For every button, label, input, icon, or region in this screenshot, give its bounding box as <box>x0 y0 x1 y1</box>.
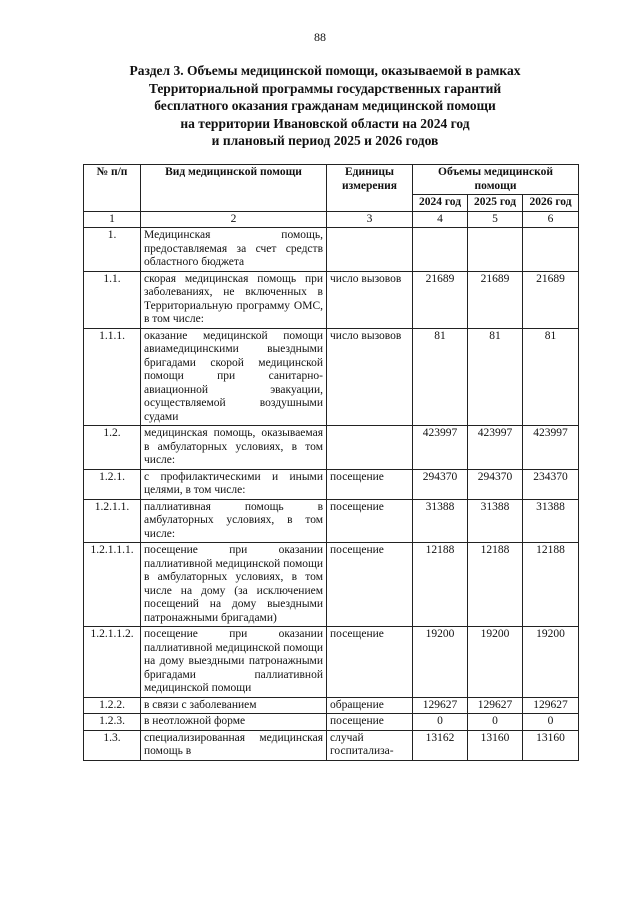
column-index: 6 <box>523 211 579 228</box>
title-line: Раздел 3. Объемы медицинской помощи, оказываемой в рамках <box>129 63 521 78</box>
row-name: Медицинская помощь, предоставляемая за счет средств областного бюджета <box>141 228 327 272</box>
row-number: 1.1. <box>84 271 141 328</box>
row-value-2026: 13160 <box>523 730 579 760</box>
row-value-2025: 12188 <box>468 543 523 627</box>
header-year-2026: 2026 год <box>523 195 579 212</box>
table-row <box>84 426 579 470</box>
row-value-2025: 423997 <box>468 426 523 470</box>
row-number: 1.2.1.1.2. <box>84 627 141 698</box>
section-title <box>90 62 560 150</box>
row-value-2025: 21689 <box>468 271 523 328</box>
column-index: 1 <box>84 211 141 228</box>
row-value-2025: 0 <box>468 714 523 731</box>
column-index: 5 <box>468 211 523 228</box>
row-number: 1. <box>84 228 141 272</box>
column-index: 2 <box>141 211 327 228</box>
row-unit: посещение <box>327 714 413 731</box>
row-value-2025: 19200 <box>468 627 523 698</box>
row-value-2024: 81 <box>413 328 468 426</box>
row-number: 1.1.1. <box>84 328 141 426</box>
row-value-2025: 129627 <box>468 697 523 714</box>
row-value-2026: 12188 <box>523 543 579 627</box>
row-value-2026: 81 <box>523 328 579 426</box>
row-unit: число вызовов <box>327 271 413 328</box>
row-number: 1.3. <box>84 730 141 760</box>
column-index: 4 <box>413 211 468 228</box>
row-value-2024: 21689 <box>413 271 468 328</box>
row-unit: случай госпитализа- <box>327 730 413 760</box>
row-number: 1.2.1.1. <box>84 499 141 543</box>
table-row <box>84 328 579 426</box>
row-name: посещение при оказании паллиативной медицинской помощи в амбулаторных условиях, в том числе на дому (за исключением посещений на дому выездными патронажными бригадами) <box>141 543 327 627</box>
header-year-2025: 2025 год <box>468 195 523 212</box>
table-row <box>84 627 579 698</box>
header-year-2024: 2024 год <box>413 195 468 212</box>
row-number: 1.2.2. <box>84 697 141 714</box>
column-index: 3 <box>327 211 413 228</box>
row-value-2026 <box>523 228 579 272</box>
table-row <box>84 271 579 328</box>
title-line: на территории Ивановской области на 2024 год <box>180 115 470 131</box>
row-value-2025: 31388 <box>468 499 523 543</box>
table-row <box>84 697 579 714</box>
row-value-2024: 0 <box>413 714 468 731</box>
table-row <box>84 714 579 731</box>
row-value-2026: 423997 <box>523 426 579 470</box>
row-value-2024: 31388 <box>413 499 468 543</box>
row-name: оказание медицинской помощи авиамедицинскими выездными бригадами скорой медицинской помощи при санитарно-авиационной эвакуации, осуществляемой воздушными судами <box>141 328 327 426</box>
row-name: в связи с заболеванием <box>141 697 327 714</box>
row-unit: посещение <box>327 469 413 499</box>
table-row <box>84 730 579 760</box>
row-number: 1.2. <box>84 426 141 470</box>
table-row <box>84 543 579 627</box>
row-value-2024: 12188 <box>413 543 468 627</box>
row-value-2026: 21689 <box>523 271 579 328</box>
column-index-row <box>84 211 579 228</box>
title-line: Территориальной программы государственных гарантий <box>148 80 502 96</box>
page-number: 88 <box>314 30 326 44</box>
row-name: специализированная медицинская помощь в <box>141 730 327 760</box>
row-value-2026: 129627 <box>523 697 579 714</box>
row-unit: число вызовов <box>327 328 413 426</box>
header-num: № п/п <box>84 165 141 212</box>
title-line: и плановый период 2025 и 2026 годов <box>211 133 439 148</box>
row-value-2025: 81 <box>468 328 523 426</box>
row-value-2025: 294370 <box>468 469 523 499</box>
title-line: бесплатного оказания гражданам медицинской помощи <box>154 98 496 113</box>
header-name: Вид медицинской помощи <box>141 165 327 212</box>
table-row <box>84 228 579 272</box>
row-unit <box>327 426 413 470</box>
row-value-2024: 129627 <box>413 697 468 714</box>
row-value-2026: 19200 <box>523 627 579 698</box>
row-value-2024: 423997 <box>413 426 468 470</box>
row-value-2024: 13162 <box>413 730 468 760</box>
row-number: 1.2.3. <box>84 714 141 731</box>
row-value-2025: 13160 <box>468 730 523 760</box>
header-volumes: Объемы медицинской помощи <box>413 165 579 195</box>
row-unit: обращение <box>327 697 413 714</box>
row-value-2026: 234370 <box>523 469 579 499</box>
row-name: скорая медицинская помощь при заболеваниях, не включенных в Территориальную программу ОМС, в том числе: <box>141 271 327 328</box>
row-name: в неотложной форме <box>141 714 327 731</box>
row-unit: посещение <box>327 627 413 698</box>
table-row <box>84 499 579 543</box>
row-number: 1.2.1.1.1. <box>84 543 141 627</box>
row-unit <box>327 228 413 272</box>
volumes-table <box>83 164 579 761</box>
row-value-2025 <box>468 228 523 272</box>
row-name: медицинская помощь, оказываемая в амбулаторных условиях, в том числе: <box>141 426 327 470</box>
row-name: паллиативная помощь в амбулаторных условиях, в том числе: <box>141 499 327 543</box>
row-value-2024: 294370 <box>413 469 468 499</box>
row-unit: посещение <box>327 543 413 627</box>
row-value-2024 <box>413 228 468 272</box>
header-unit: Единицы измерения <box>327 165 413 212</box>
row-value-2024: 19200 <box>413 627 468 698</box>
row-number: 1.2.1. <box>84 469 141 499</box>
row-name: с профилактическими и иными целями, в том числе: <box>141 469 327 499</box>
table-row <box>84 469 579 499</box>
row-unit: посещение <box>327 499 413 543</box>
row-value-2026: 31388 <box>523 499 579 543</box>
row-name: посещение при оказании паллиативной медицинской помощи на дому выездными патронажными бригадами паллиативной медицинской помощи <box>141 627 327 698</box>
row-value-2026: 0 <box>523 714 579 731</box>
